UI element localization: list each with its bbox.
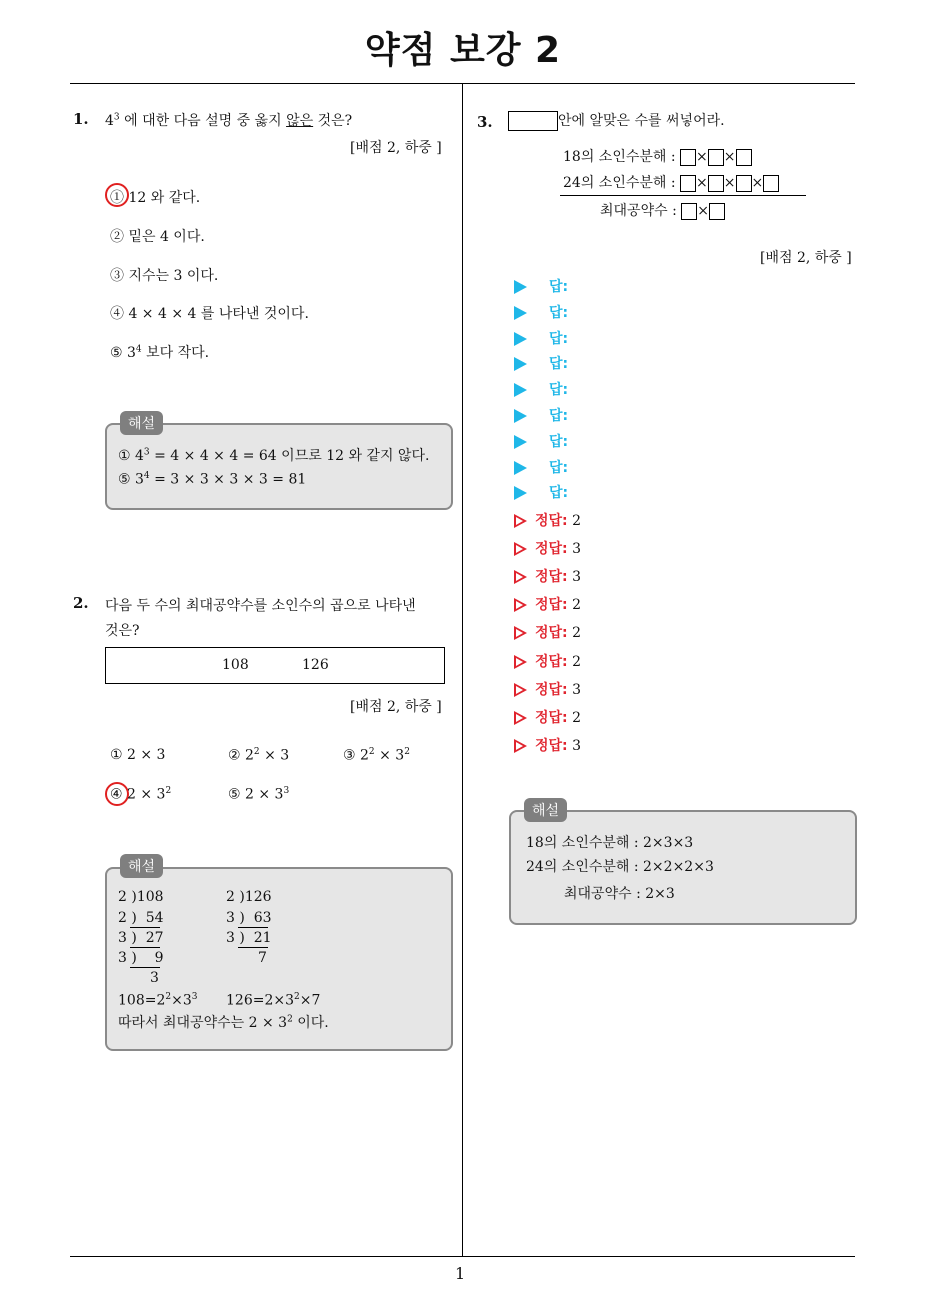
answer-row[interactable]: [514, 482, 568, 502]
correct-answer-row: [514, 594, 581, 614]
blank-input[interactable]: [708, 149, 724, 166]
page-number: 1: [455, 1264, 466, 1283]
gcd-divider-rule: [560, 195, 806, 196]
bottom-rule: [70, 1256, 855, 1257]
row-label: 24의 소인수분해 :: [563, 175, 676, 191]
option-4[interactable]: ④ 4 × 4 × 4 를 나타낸 것이다.: [110, 306, 309, 322]
division-left-2: 2 ) 54: [118, 910, 164, 926]
solution-tag: 해설: [120, 411, 163, 435]
answer-arrow-icon: [514, 461, 527, 475]
option-1[interactable]: ① 12 와 같다.: [110, 190, 201, 206]
division-left-4: 3 ) 9: [118, 950, 164, 966]
times-sign: ×: [696, 149, 708, 165]
opt-text: ⑤ 2 × 3: [228, 786, 284, 803]
option-4[interactable]: [110, 786, 171, 803]
given-number-2: 126: [302, 657, 329, 673]
blank-input[interactable]: [708, 175, 724, 192]
q3-text: 안에 알맞은 수를 써넣어라.: [558, 113, 725, 129]
division-left-5: 3: [150, 970, 159, 986]
division-rule: [130, 967, 160, 968]
times-sign: ×: [751, 175, 764, 191]
q1-text-post: 것은?: [313, 113, 353, 129]
opt-exp: 2: [165, 786, 172, 796]
correct-answer-row: [514, 566, 581, 586]
column-divider: [462, 83, 463, 1257]
opt-exp: 2: [368, 747, 375, 757]
opt-text: ③ 2: [343, 747, 369, 764]
answer-label: 답:: [549, 485, 569, 501]
answer-label: 답:: [549, 356, 569, 372]
sol2-exp: 4: [143, 471, 150, 481]
answer-arrow-icon: [514, 306, 527, 320]
fact-exp: 2: [165, 992, 172, 1002]
score-label: [배점 2, 하중 ]: [760, 250, 852, 266]
conclusion-exp: 2: [287, 1014, 293, 1025]
conclusion-text: 따라서 최대공약수는 2 × 3: [118, 1015, 288, 1031]
answer-arrow-icon: [514, 280, 527, 294]
correct-label: 정답:: [535, 682, 568, 698]
solution-line-2: [118, 471, 306, 488]
factorization-108: [118, 992, 197, 1009]
correct-value: 3: [572, 541, 582, 557]
row-18: [563, 146, 752, 166]
fact-post: ×7: [299, 992, 321, 1009]
correct-arrow-icon: [514, 542, 527, 556]
question-number: 1.: [73, 110, 89, 128]
division-rule: [130, 927, 160, 928]
times-sign: ×: [697, 203, 709, 219]
opt-text-mid: × 3: [259, 747, 290, 764]
division-rule: [238, 947, 268, 948]
correct-label: 정답:: [535, 569, 568, 585]
blank-box: [508, 111, 558, 131]
question-text: [105, 110, 352, 130]
question-number: 3.: [477, 113, 493, 131]
answer-arrow-icon: [514, 435, 527, 449]
opt-text-mid: × 3: [374, 747, 405, 764]
blank-input[interactable]: [709, 203, 725, 220]
fact-mid: ×3: [171, 992, 192, 1009]
times-sign: ×: [723, 149, 736, 165]
option-5[interactable]: [228, 786, 289, 803]
sol2-post: = 3 × 3 × 3 × 3 = 81: [149, 471, 307, 488]
conclusion: [118, 1012, 329, 1032]
correct-answer-row: [514, 510, 581, 530]
question-number: 2.: [73, 594, 89, 612]
opt-text: ④ 2 × 3: [110, 786, 166, 803]
sol1-post: = 4 × 4 × 4 = 64 이므로 12 와 같지 않다.: [149, 448, 430, 464]
answer-arrow-icon: [514, 332, 527, 346]
times-sign: ×: [696, 175, 708, 191]
row-gcd: [600, 200, 725, 220]
answer-label: 답:: [549, 460, 569, 476]
opt-exp-2: 2: [404, 747, 410, 757]
row-24: [563, 172, 779, 192]
answer-label: 답:: [549, 434, 569, 450]
blank-input[interactable]: [763, 175, 779, 192]
correct-answer-row: [514, 735, 581, 755]
division-rule: [238, 927, 268, 928]
solution-box: [105, 423, 453, 510]
correct-answer-row: [514, 651, 581, 671]
correct-value: 3: [572, 738, 582, 754]
fact-exp: 2: [294, 992, 300, 1002]
fact-base: 126=2×3: [226, 992, 294, 1009]
solution-tag: 해설: [524, 798, 567, 822]
correct-value: 3: [572, 569, 582, 585]
answer-arrow-icon: [514, 409, 527, 423]
q1-text-underlined: 않은: [286, 113, 314, 129]
answer-row[interactable]: [514, 431, 568, 451]
option-1[interactable]: [110, 747, 165, 763]
q1-text-exp: 3: [113, 112, 120, 123]
option-5-base: ⑤ 3: [110, 345, 136, 361]
answer-row[interactable]: [514, 302, 568, 322]
answer-row[interactable]: [514, 276, 568, 296]
question-text-line1: 다음 두 수의 최대공약수를 소인수의 곱으로 나타낸: [105, 598, 416, 614]
blank-input[interactable]: [681, 203, 697, 220]
blank-input[interactable]: [680, 149, 696, 166]
division-rule: [130, 947, 160, 948]
q1-text-mid: 에 대한 다음 설명 중 옳지: [119, 113, 287, 129]
correct-value: 2: [572, 513, 582, 529]
solution-tag: 해설: [120, 854, 163, 878]
correct-label: 정답:: [535, 738, 568, 754]
correct-arrow-icon: [514, 626, 527, 640]
answer-row[interactable]: [514, 379, 568, 399]
solution-line-2: 24의 소인수분해 : 2×2×2×3: [526, 859, 714, 875]
answer-arrow-icon: [514, 486, 527, 500]
given-number-1: 108: [222, 657, 249, 673]
blank-input[interactable]: [680, 175, 696, 192]
correct-arrow-icon: [514, 683, 527, 697]
division-right-3: 3 ) 21: [226, 930, 272, 946]
page-title: 약점 보강 2: [364, 30, 562, 71]
blank-input[interactable]: [736, 175, 752, 192]
score-label: [배점 2, 하중 ]: [350, 140, 442, 156]
solution-line-1: [118, 445, 429, 465]
question-text-line2: 것은?: [105, 623, 140, 639]
question-text: [508, 110, 725, 131]
correct-arrow-icon: [514, 711, 527, 725]
correct-arrow-icon: [514, 598, 527, 612]
answer-row[interactable]: [514, 457, 568, 477]
option-3[interactable]: ③ 지수는 3 이다.: [110, 268, 219, 284]
row-label: 18의 소인수분해 :: [563, 149, 676, 165]
answer-label: 답:: [549, 382, 569, 398]
correct-arrow-icon: [514, 655, 527, 669]
correct-label: 정답:: [535, 654, 568, 670]
answer-row[interactable]: [514, 405, 568, 425]
opt-exp: 3: [283, 786, 290, 796]
correct-answer-row: [514, 622, 581, 642]
correct-value: 2: [572, 597, 582, 613]
correct-label: 정답:: [535, 710, 568, 726]
division-left-1: 2 )108: [118, 889, 164, 905]
correct-label: 정답:: [535, 625, 568, 641]
fact-exp-2: 3: [191, 992, 198, 1002]
given-numbers-box: [105, 647, 445, 684]
solution-line-1: 18의 소인수분해 : 2×3×3: [526, 835, 694, 851]
row-label: 최대공약수 :: [600, 203, 677, 219]
correct-label: 정답:: [535, 597, 568, 613]
correct-value: 2: [572, 710, 582, 726]
conclusion-post: 이다.: [292, 1015, 329, 1031]
correct-label: 정답:: [535, 513, 568, 529]
sol1-base: ① 4: [118, 448, 144, 464]
option-5[interactable]: [110, 342, 209, 362]
correct-arrow-icon: [514, 739, 527, 753]
division-right-4: 7: [258, 950, 267, 966]
correct-value: 2: [572, 654, 582, 670]
times-sign: ×: [723, 175, 736, 191]
sol1-exp: 3: [143, 447, 150, 458]
blank-input[interactable]: [736, 149, 752, 166]
answer-label: 답:: [549, 408, 569, 424]
correct-answer-row: [514, 707, 581, 727]
factorization-126: [226, 992, 320, 1009]
opt-text: ② 2: [228, 747, 254, 764]
q1-text-base: 4: [105, 113, 114, 129]
correct-label: 정답:: [535, 541, 568, 557]
correct-arrow-icon: [514, 570, 527, 584]
answer-row[interactable]: [514, 328, 568, 348]
answer-row[interactable]: [514, 353, 568, 373]
opt-exp: 2: [253, 747, 260, 757]
division-right-1: 2 )126: [226, 889, 272, 905]
score-label: [배점 2, 하중 ]: [350, 699, 442, 715]
correct-arrow-icon: [514, 514, 527, 528]
option-2[interactable]: ② 밑은 4 이다.: [110, 229, 205, 245]
option-5-exp: 4: [135, 344, 142, 355]
correct-value: 2: [572, 625, 582, 641]
division-left-3: 3 ) 27: [118, 930, 164, 946]
correct-answer-row: [514, 679, 581, 699]
correct-value: 3: [572, 682, 582, 698]
answer-arrow-icon: [514, 383, 527, 397]
solution-line-3: 최대공약수 : 2×3: [564, 886, 675, 902]
option-5-post: 보다 작다.: [141, 345, 210, 361]
option-2[interactable]: [228, 747, 289, 764]
fact-base: 108=2: [118, 992, 166, 1009]
answer-arrow-icon: [514, 357, 527, 371]
answer-label: 답:: [549, 279, 569, 295]
option-3[interactable]: [343, 747, 410, 764]
answer-label: 답:: [549, 331, 569, 347]
division-right-2: 3 ) 63: [226, 910, 272, 926]
opt-text: ① 2 × 3: [110, 747, 166, 763]
sol2-base: ⑤ 3: [118, 471, 144, 488]
correct-answer-row: [514, 538, 581, 558]
answer-label: 답:: [549, 305, 569, 321]
